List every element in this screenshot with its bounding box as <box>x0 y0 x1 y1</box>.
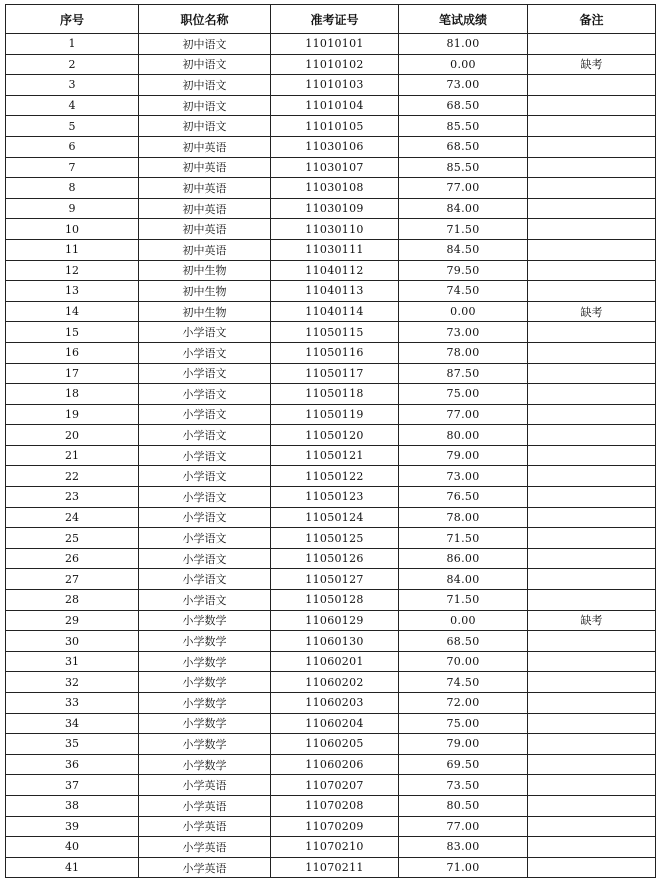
cell-position: 初中生物 <box>139 281 271 302</box>
cell-remark <box>528 363 656 384</box>
cell-position: 初中语文 <box>139 75 271 96</box>
cell-remark <box>528 322 656 343</box>
cell-index: 25 <box>6 528 139 549</box>
table-row <box>6 672 656 693</box>
cell-score: 68.50 <box>399 631 528 652</box>
table-row <box>6 754 656 775</box>
table-row <box>6 816 656 837</box>
cell-index: 11 <box>6 239 139 260</box>
cell-score: 74.50 <box>399 672 528 693</box>
cell-ticket: 11050125 <box>271 528 399 549</box>
table-row <box>6 384 656 405</box>
cell-index: 36 <box>6 754 139 775</box>
cell-position: 小学语文 <box>139 548 271 569</box>
cell-remark <box>528 95 656 116</box>
table-row <box>6 713 656 734</box>
cell-score: 73.50 <box>399 775 528 796</box>
cell-score: 73.00 <box>399 322 528 343</box>
cell-remark <box>528 136 656 157</box>
cell-ticket: 11070207 <box>271 775 399 796</box>
cell-ticket: 11040113 <box>271 281 399 302</box>
cell-position: 小学语文 <box>139 487 271 508</box>
header-ticket: 准考证号 <box>271 5 399 34</box>
cell-position: 小学英语 <box>139 816 271 837</box>
cell-score: 86.00 <box>399 548 528 569</box>
table-row <box>6 857 656 878</box>
cell-remark <box>528 445 656 466</box>
cell-score: 75.00 <box>399 713 528 734</box>
table-row <box>6 651 656 672</box>
cell-ticket: 11030110 <box>271 219 399 240</box>
cell-position: 小学语文 <box>139 507 271 528</box>
cell-position: 小学数学 <box>139 734 271 755</box>
cell-index: 29 <box>6 610 139 631</box>
cell-ticket: 11050122 <box>271 466 399 487</box>
cell-ticket: 11040112 <box>271 260 399 281</box>
cell-ticket: 11010105 <box>271 116 399 137</box>
cell-remark <box>528 116 656 137</box>
table-row <box>6 734 656 755</box>
cell-remark <box>528 590 656 611</box>
table-row <box>6 404 656 425</box>
cell-score: 84.00 <box>399 198 528 219</box>
cell-index: 37 <box>6 775 139 796</box>
table-row <box>6 239 656 260</box>
cell-ticket: 11050120 <box>271 425 399 446</box>
cell-position: 小学语文 <box>139 363 271 384</box>
cell-remark <box>528 857 656 878</box>
cell-index: 4 <box>6 95 139 116</box>
cell-position: 小学语文 <box>139 342 271 363</box>
cell-ticket: 11060205 <box>271 734 399 755</box>
cell-index: 18 <box>6 384 139 405</box>
cell-remark <box>528 713 656 734</box>
cell-index: 24 <box>6 507 139 528</box>
cell-index: 34 <box>6 713 139 734</box>
table-row <box>6 775 656 796</box>
cell-remark <box>528 239 656 260</box>
cell-remark <box>528 75 656 96</box>
cell-position: 小学数学 <box>139 713 271 734</box>
cell-position: 小学语文 <box>139 466 271 487</box>
cell-position: 小学数学 <box>139 610 271 631</box>
cell-ticket: 11060204 <box>271 713 399 734</box>
table-row <box>6 837 656 858</box>
cell-score: 83.00 <box>399 837 528 858</box>
table-body <box>6 34 656 878</box>
cell-ticket: 11010101 <box>271 34 399 55</box>
cell-ticket: 11030109 <box>271 198 399 219</box>
cell-position: 初中英语 <box>139 239 271 260</box>
cell-remark <box>528 281 656 302</box>
cell-position: 小学语文 <box>139 569 271 590</box>
cell-index: 26 <box>6 548 139 569</box>
cell-position: 小学语文 <box>139 322 271 343</box>
cell-score: 81.00 <box>399 34 528 55</box>
table-row <box>6 322 656 343</box>
cell-position: 小学英语 <box>139 795 271 816</box>
cell-ticket: 11050126 <box>271 548 399 569</box>
cell-remark <box>528 754 656 775</box>
table-row <box>6 507 656 528</box>
cell-ticket: 11050121 <box>271 445 399 466</box>
table-row <box>6 95 656 116</box>
cell-index: 40 <box>6 837 139 858</box>
cell-remark <box>528 404 656 425</box>
cell-ticket: 11070210 <box>271 837 399 858</box>
cell-position: 小学语文 <box>139 384 271 405</box>
cell-index: 41 <box>6 857 139 878</box>
cell-position: 小学语文 <box>139 590 271 611</box>
cell-remark <box>528 528 656 549</box>
table-header-row <box>6 5 656 34</box>
cell-ticket: 11070209 <box>271 816 399 837</box>
cell-index: 27 <box>6 569 139 590</box>
table-row <box>6 281 656 302</box>
cell-score: 79.00 <box>399 734 528 755</box>
cell-remark <box>528 198 656 219</box>
cell-ticket: 11050123 <box>271 487 399 508</box>
cell-position: 小学语文 <box>139 404 271 425</box>
cell-remark <box>528 384 656 405</box>
header-remark: 备注 <box>528 5 656 34</box>
cell-ticket: 11060201 <box>271 651 399 672</box>
table-row <box>6 631 656 652</box>
cell-remark <box>528 672 656 693</box>
cell-index: 20 <box>6 425 139 446</box>
cell-position: 初中生物 <box>139 301 271 322</box>
cell-score: 0.00 <box>399 301 528 322</box>
cell-position: 小学语文 <box>139 528 271 549</box>
cell-ticket: 11010104 <box>271 95 399 116</box>
table-row <box>6 610 656 631</box>
cell-score: 72.00 <box>399 693 528 714</box>
cell-score: 74.50 <box>399 281 528 302</box>
cell-score: 84.50 <box>399 239 528 260</box>
cell-index: 32 <box>6 672 139 693</box>
cell-score: 71.50 <box>399 528 528 549</box>
cell-remark: 缺考 <box>528 301 656 322</box>
cell-ticket: 11050128 <box>271 590 399 611</box>
cell-index: 30 <box>6 631 139 652</box>
cell-score: 79.00 <box>399 445 528 466</box>
cell-score: 71.50 <box>399 219 528 240</box>
cell-score: 0.00 <box>399 54 528 75</box>
cell-remark <box>528 816 656 837</box>
cell-score: 75.00 <box>399 384 528 405</box>
cell-remark <box>528 219 656 240</box>
cell-index: 3 <box>6 75 139 96</box>
table-row <box>6 693 656 714</box>
cell-position: 初中英语 <box>139 178 271 199</box>
cell-score: 68.50 <box>399 136 528 157</box>
cell-remark <box>528 651 656 672</box>
cell-ticket: 11050127 <box>271 569 399 590</box>
cell-ticket: 11060130 <box>271 631 399 652</box>
table-row <box>6 301 656 322</box>
table-row <box>6 136 656 157</box>
cell-position: 初中生物 <box>139 260 271 281</box>
cell-score: 87.50 <box>399 363 528 384</box>
cell-ticket: 11050117 <box>271 363 399 384</box>
cell-index: 7 <box>6 157 139 178</box>
cell-index: 23 <box>6 487 139 508</box>
cell-remark <box>528 342 656 363</box>
header-score: 笔试成绩 <box>399 5 528 34</box>
cell-remark <box>528 466 656 487</box>
cell-score: 77.00 <box>399 178 528 199</box>
cell-remark <box>528 507 656 528</box>
cell-position: 初中英语 <box>139 198 271 219</box>
cell-score: 76.50 <box>399 487 528 508</box>
cell-ticket: 11070208 <box>271 795 399 816</box>
cell-index: 15 <box>6 322 139 343</box>
cell-position: 小学数学 <box>139 631 271 652</box>
cell-score: 71.00 <box>399 857 528 878</box>
table-row <box>6 198 656 219</box>
cell-score: 85.50 <box>399 157 528 178</box>
cell-position: 初中语文 <box>139 95 271 116</box>
cell-ticket: 11050116 <box>271 342 399 363</box>
table-row <box>6 425 656 446</box>
cell-position: 小学语文 <box>139 425 271 446</box>
cell-score: 71.50 <box>399 590 528 611</box>
cell-ticket: 11040114 <box>271 301 399 322</box>
cell-index: 28 <box>6 590 139 611</box>
cell-score: 77.00 <box>399 816 528 837</box>
cell-ticket: 11030108 <box>271 178 399 199</box>
cell-remark <box>528 157 656 178</box>
table-row <box>6 363 656 384</box>
table-row <box>6 548 656 569</box>
cell-index: 14 <box>6 301 139 322</box>
cell-ticket: 11070211 <box>271 857 399 878</box>
cell-ticket: 11060202 <box>271 672 399 693</box>
cell-index: 33 <box>6 693 139 714</box>
cell-index: 10 <box>6 219 139 240</box>
cell-position: 初中语文 <box>139 54 271 75</box>
table-row <box>6 466 656 487</box>
cell-remark: 缺考 <box>528 54 656 75</box>
table-row <box>6 342 656 363</box>
header-position: 职位名称 <box>139 5 271 34</box>
cell-remark <box>528 178 656 199</box>
table-row <box>6 75 656 96</box>
cell-score: 70.00 <box>399 651 528 672</box>
header-index: 序号 <box>6 5 139 34</box>
cell-index: 31 <box>6 651 139 672</box>
cell-position: 初中英语 <box>139 136 271 157</box>
table-row <box>6 487 656 508</box>
cell-position: 初中语文 <box>139 116 271 137</box>
cell-remark <box>528 775 656 796</box>
cell-index: 1 <box>6 34 139 55</box>
cell-index: 17 <box>6 363 139 384</box>
cell-index: 2 <box>6 54 139 75</box>
cell-index: 22 <box>6 466 139 487</box>
table-row <box>6 219 656 240</box>
cell-position: 小学语文 <box>139 445 271 466</box>
table-row <box>6 157 656 178</box>
cell-score: 73.00 <box>399 466 528 487</box>
exam-score-table <box>5 4 656 878</box>
table-row <box>6 116 656 137</box>
cell-index: 35 <box>6 734 139 755</box>
cell-index: 6 <box>6 136 139 157</box>
cell-remark <box>528 795 656 816</box>
cell-score: 0.00 <box>399 610 528 631</box>
table-row <box>6 795 656 816</box>
cell-remark <box>528 734 656 755</box>
cell-index: 21 <box>6 445 139 466</box>
table-row <box>6 590 656 611</box>
cell-ticket: 11010103 <box>271 75 399 96</box>
cell-ticket: 11050124 <box>271 507 399 528</box>
cell-ticket: 11050119 <box>271 404 399 425</box>
cell-remark <box>528 569 656 590</box>
cell-ticket: 11050115 <box>271 322 399 343</box>
cell-index: 5 <box>6 116 139 137</box>
cell-position: 小学数学 <box>139 754 271 775</box>
cell-ticket: 11030106 <box>271 136 399 157</box>
cell-ticket: 11060129 <box>271 610 399 631</box>
cell-ticket: 11030111 <box>271 239 399 260</box>
cell-ticket: 11060206 <box>271 754 399 775</box>
cell-score: 69.50 <box>399 754 528 775</box>
cell-index: 39 <box>6 816 139 837</box>
cell-remark <box>528 425 656 446</box>
cell-remark <box>528 34 656 55</box>
cell-ticket: 11010102 <box>271 54 399 75</box>
cell-remark <box>528 548 656 569</box>
cell-ticket: 11060203 <box>271 693 399 714</box>
cell-score: 79.50 <box>399 260 528 281</box>
cell-score: 85.50 <box>399 116 528 137</box>
cell-remark <box>528 260 656 281</box>
table-row <box>6 528 656 549</box>
cell-remark: 缺考 <box>528 610 656 631</box>
cell-index: 9 <box>6 198 139 219</box>
cell-score: 80.50 <box>399 795 528 816</box>
cell-position: 小学数学 <box>139 651 271 672</box>
cell-index: 13 <box>6 281 139 302</box>
table-row <box>6 178 656 199</box>
cell-position: 小学英语 <box>139 775 271 796</box>
cell-score: 78.00 <box>399 342 528 363</box>
cell-index: 12 <box>6 260 139 281</box>
cell-score: 68.50 <box>399 95 528 116</box>
cell-index: 38 <box>6 795 139 816</box>
cell-score: 84.00 <box>399 569 528 590</box>
table-row <box>6 54 656 75</box>
cell-remark <box>528 837 656 858</box>
cell-score: 78.00 <box>399 507 528 528</box>
table-row <box>6 34 656 55</box>
cell-score: 80.00 <box>399 425 528 446</box>
cell-position: 小学英语 <box>139 857 271 878</box>
cell-index: 16 <box>6 342 139 363</box>
table-row <box>6 445 656 466</box>
cell-remark <box>528 631 656 652</box>
table-row <box>6 260 656 281</box>
cell-position: 初中英语 <box>139 219 271 240</box>
cell-ticket: 11030107 <box>271 157 399 178</box>
table-row <box>6 569 656 590</box>
cell-position: 初中英语 <box>139 157 271 178</box>
cell-score: 77.00 <box>399 404 528 425</box>
cell-ticket: 11050118 <box>271 384 399 405</box>
cell-position: 小学数学 <box>139 672 271 693</box>
cell-position: 小学英语 <box>139 837 271 858</box>
cell-index: 19 <box>6 404 139 425</box>
cell-index: 8 <box>6 178 139 199</box>
cell-score: 73.00 <box>399 75 528 96</box>
cell-position: 小学数学 <box>139 693 271 714</box>
cell-remark <box>528 487 656 508</box>
cell-position: 初中语文 <box>139 34 271 55</box>
cell-remark <box>528 693 656 714</box>
